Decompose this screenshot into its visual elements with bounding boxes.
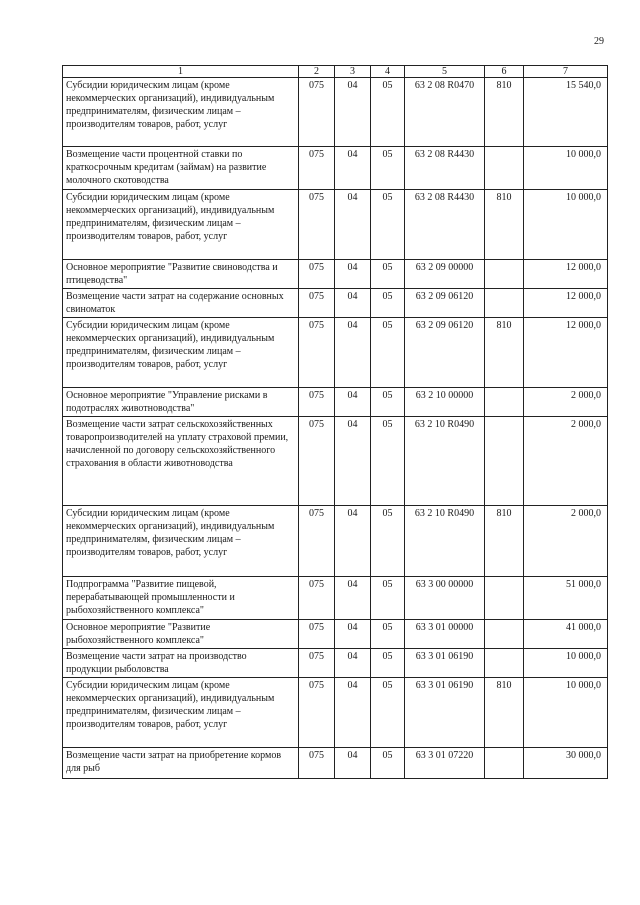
section-code-cell: 04	[335, 577, 371, 620]
subsection-code-cell: 05	[371, 649, 405, 678]
row-name-cell: Основное мероприятие "Развитие свиноводства и птицеводства"	[63, 260, 299, 289]
ministry-code-cell: 075	[299, 260, 335, 289]
subsection-code-cell: 05	[371, 147, 405, 190]
expense-type-cell	[485, 260, 524, 289]
target-article-cell: 63 3 01 06190	[405, 678, 485, 748]
section-code-cell: 04	[335, 649, 371, 678]
target-article-cell: 63 2 08 R4430	[405, 147, 485, 190]
amount-cell: 2 000,0	[524, 506, 608, 577]
column-header: 4	[371, 66, 405, 78]
column-header: 2	[299, 66, 335, 78]
amount-cell: 30 000,0	[524, 748, 608, 779]
table-row	[63, 506, 608, 577]
subsection-code-cell: 05	[371, 318, 405, 388]
subsection-code-cell: 05	[371, 190, 405, 260]
page-number: 29	[594, 36, 604, 47]
budget-table	[62, 65, 608, 779]
expense-type-cell	[485, 620, 524, 649]
ministry-code-cell: 075	[299, 506, 335, 577]
ministry-code-cell: 075	[299, 748, 335, 779]
subsection-code-cell: 05	[371, 260, 405, 289]
table-row	[63, 388, 608, 417]
target-article-cell: 63 2 09 06120	[405, 289, 485, 318]
target-article-cell: 63 3 00 00000	[405, 577, 485, 620]
amount-cell: 10 000,0	[524, 147, 608, 190]
row-name-cell: Возмещение части затрат на производство продукции рыболовства	[63, 649, 299, 678]
row-name-cell: Основное мероприятие "Развитие рыбохозяйственного комплекса"	[63, 620, 299, 649]
ministry-code-cell: 075	[299, 417, 335, 506]
table-row	[63, 748, 608, 779]
row-name-cell: Субсидии юридическим лицам (кроме некоммерческих организаций), индивидуальным предпринимателям, физическим лицам – производителям товаров, работ, услуг	[63, 190, 299, 260]
expense-type-cell: 810	[485, 190, 524, 260]
subsection-code-cell: 05	[371, 78, 405, 147]
target-article-cell: 63 2 09 06120	[405, 318, 485, 388]
section-code-cell: 04	[335, 620, 371, 649]
section-code-cell: 04	[335, 289, 371, 318]
row-name-cell: Субсидии юридическим лицам (кроме некоммерческих организаций), индивидуальным предпринимателям, физическим лицам – производителям товаров, работ, услуг	[63, 78, 299, 147]
ministry-code-cell: 075	[299, 678, 335, 748]
row-name-cell: Субсидии юридическим лицам (кроме некоммерческих организаций), индивидуальным предпринимателям, физическим лицам – производителям товаров, работ, услуг	[63, 506, 299, 577]
table-row	[63, 678, 608, 748]
section-code-cell: 04	[335, 506, 371, 577]
amount-cell: 2 000,0	[524, 388, 608, 417]
ministry-code-cell: 075	[299, 147, 335, 190]
subsection-code-cell: 05	[371, 577, 405, 620]
table-row	[63, 577, 608, 620]
section-code-cell: 04	[335, 678, 371, 748]
expense-type-cell	[485, 577, 524, 620]
target-article-cell: 63 2 10 R0490	[405, 506, 485, 577]
target-article-cell: 63 2 10 R0490	[405, 417, 485, 506]
subsection-code-cell: 05	[371, 506, 405, 577]
target-article-cell: 63 2 08 R0470	[405, 78, 485, 147]
column-header: 1	[63, 66, 299, 78]
row-name-cell: Субсидии юридическим лицам (кроме некоммерческих организаций), индивидуальным предпринимателям, физическим лицам – производителям товаров, работ, услуг	[63, 678, 299, 748]
amount-cell: 15 540,0	[524, 78, 608, 147]
target-article-cell: 63 2 08 R4430	[405, 190, 485, 260]
section-code-cell: 04	[335, 78, 371, 147]
subsection-code-cell: 05	[371, 388, 405, 417]
ministry-code-cell: 075	[299, 388, 335, 417]
expense-type-cell	[485, 289, 524, 318]
section-code-cell: 04	[335, 147, 371, 190]
amount-cell: 2 000,0	[524, 417, 608, 506]
table-row	[63, 78, 608, 147]
subsection-code-cell: 05	[371, 620, 405, 649]
amount-cell: 41 000,0	[524, 620, 608, 649]
target-article-cell: 63 2 09 00000	[405, 260, 485, 289]
expense-type-cell: 810	[485, 506, 524, 577]
expense-type-cell	[485, 748, 524, 779]
expense-type-cell	[485, 147, 524, 190]
amount-cell: 10 000,0	[524, 678, 608, 748]
table-row	[63, 260, 608, 289]
column-header: 5	[405, 66, 485, 78]
table-row	[63, 190, 608, 260]
amount-cell: 51 000,0	[524, 577, 608, 620]
row-name-cell: Возмещение части затрат на приобретение кормов для рыб	[63, 748, 299, 779]
ministry-code-cell: 075	[299, 318, 335, 388]
row-name-cell: Возмещение части процентной ставки по краткосрочным кредитам (займам) на развитие молочного скотоводства	[63, 147, 299, 190]
subsection-code-cell: 05	[371, 678, 405, 748]
table-row	[63, 417, 608, 506]
amount-cell: 10 000,0	[524, 190, 608, 260]
amount-cell: 12 000,0	[524, 318, 608, 388]
ministry-code-cell: 075	[299, 577, 335, 620]
expense-type-cell	[485, 417, 524, 506]
column-header: 7	[524, 66, 608, 78]
section-code-cell: 04	[335, 190, 371, 260]
column-header: 6	[485, 66, 524, 78]
ministry-code-cell: 075	[299, 78, 335, 147]
row-name-cell: Субсидии юридическим лицам (кроме некоммерческих организаций), индивидуальным предпринимателям, физическим лицам – производителям товаров, работ, услуг	[63, 318, 299, 388]
table-row	[63, 318, 608, 388]
table-row	[63, 289, 608, 318]
amount-cell: 12 000,0	[524, 260, 608, 289]
ministry-code-cell: 075	[299, 649, 335, 678]
expense-type-cell	[485, 388, 524, 417]
section-code-cell: 04	[335, 417, 371, 506]
ministry-code-cell: 075	[299, 620, 335, 649]
table-row	[63, 649, 608, 678]
section-code-cell: 04	[335, 318, 371, 388]
section-code-cell: 04	[335, 748, 371, 779]
row-name-cell: Основное мероприятие "Управление рисками в подотраслях животноводства"	[63, 388, 299, 417]
subsection-code-cell: 05	[371, 289, 405, 318]
table-row	[63, 147, 608, 190]
target-article-cell: 63 2 10 00000	[405, 388, 485, 417]
ministry-code-cell: 075	[299, 190, 335, 260]
column-header: 3	[335, 66, 371, 78]
ministry-code-cell: 075	[299, 289, 335, 318]
amount-cell: 10 000,0	[524, 649, 608, 678]
target-article-cell: 63 3 01 00000	[405, 620, 485, 649]
row-name-cell: Возмещение части затрат на содержание основных свиноматок	[63, 289, 299, 318]
expense-type-cell: 810	[485, 78, 524, 147]
subsection-code-cell: 05	[371, 748, 405, 779]
amount-cell: 12 000,0	[524, 289, 608, 318]
section-code-cell: 04	[335, 260, 371, 289]
subsection-code-cell: 05	[371, 417, 405, 506]
section-code-cell: 04	[335, 388, 371, 417]
expense-type-cell	[485, 649, 524, 678]
expense-type-cell: 810	[485, 678, 524, 748]
target-article-cell: 63 3 01 06190	[405, 649, 485, 678]
header-row	[63, 66, 608, 78]
expense-type-cell: 810	[485, 318, 524, 388]
target-article-cell: 63 3 01 07220	[405, 748, 485, 779]
row-name-cell: Возмещение части затрат сельскохозяйственных товаропроизводителей на уплату страховой премии, начисленной по договору сельскохозяйственного страхования в области животноводства	[63, 417, 299, 506]
row-name-cell: Подпрограмма "Развитие пищевой, перерабатывающей промышленности и рыбохозяйственного комплекса"	[63, 577, 299, 620]
table-row	[63, 620, 608, 649]
